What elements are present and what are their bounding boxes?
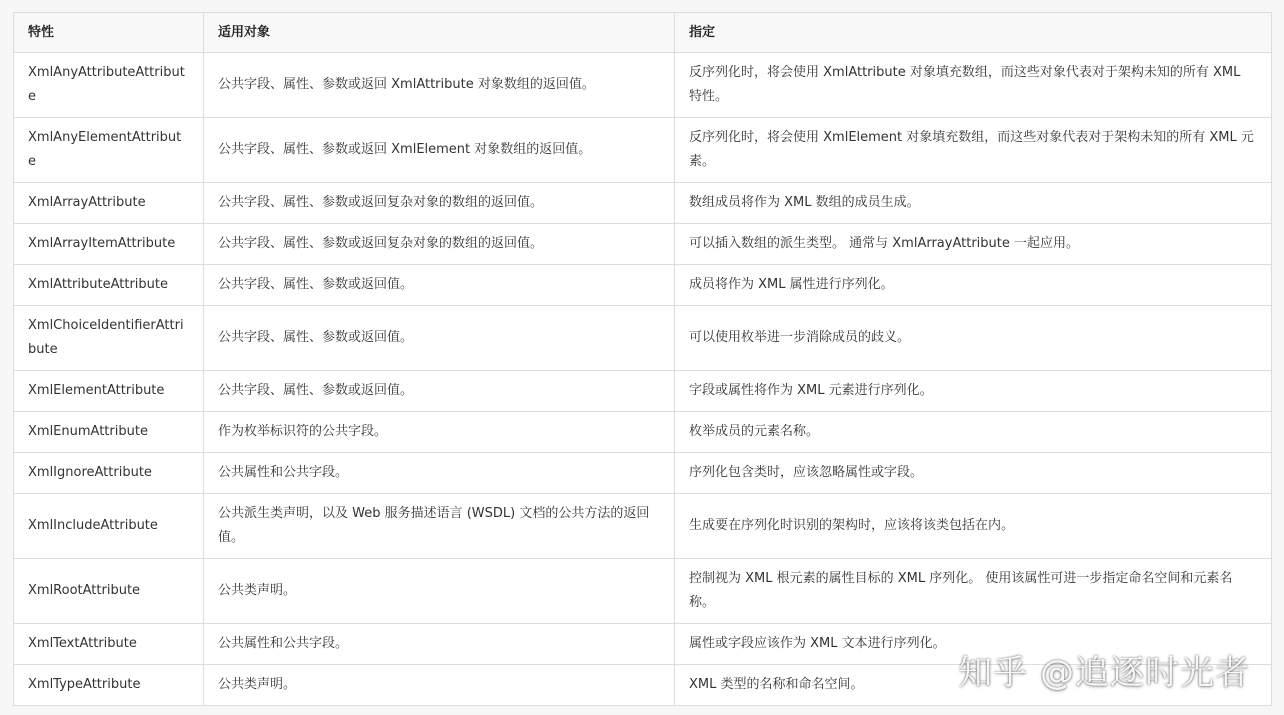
cell-attribute-name: XmlChoiceIdentifierAttribute (14, 306, 204, 371)
table-row (14, 371, 1272, 412)
cell-attribute-name: XmlTypeAttribute (14, 665, 204, 706)
cell-specifies: 反序列化时，将会使用 XmlElement 对象填充数组，而这些对象代表对于架构未知的所有 XML 元素。 (675, 118, 1272, 183)
cell-applies-to: 公共属性和公共字段。 (204, 624, 675, 665)
cell-applies-to: 公共字段、属性、参数或返回值。 (204, 306, 675, 371)
cell-specifies: 反序列化时，将会使用 XmlAttribute 对象填充数组，而这些对象代表对于架构未知的所有 XML 特性。 (675, 53, 1272, 118)
cell-attribute-name: XmlArrayItemAttribute (14, 224, 204, 265)
cell-applies-to: 公共属性和公共字段。 (204, 453, 675, 494)
cell-attribute-name: XmlElementAttribute (14, 371, 204, 412)
cell-specifies: 序列化包含类时，应该忽略属性或字段。 (675, 453, 1272, 494)
table-row (14, 412, 1272, 453)
cell-specifies: XML 类型的名称和命名空间。 (675, 665, 1272, 706)
cell-attribute-name: XmlAnyElementAttribute (14, 118, 204, 183)
cell-specifies: 成员将作为 XML 属性进行序列化。 (675, 265, 1272, 306)
cell-applies-to: 公共字段、属性、参数或返回复杂对象的数组的返回值。 (204, 224, 675, 265)
header-applies-to: 适用对象 (204, 13, 675, 53)
cell-attribute-name: XmlEnumAttribute (14, 412, 204, 453)
cell-specifies: 控制视为 XML 根元素的属性目标的 XML 序列化。 使用该属性可进一步指定命名空间和元素名称。 (675, 559, 1272, 624)
cell-attribute-name: XmlAnyAttributeAttribute (14, 53, 204, 118)
table-row (14, 265, 1272, 306)
cell-applies-to: 作为枚举标识符的公共字段。 (204, 412, 675, 453)
cell-specifies: 可以使用枚举进一步消除成员的歧义。 (675, 306, 1272, 371)
table-header-row (14, 13, 1272, 53)
cell-applies-to: 公共字段、属性、参数或返回 XmlAttribute 对象数组的返回值。 (204, 53, 675, 118)
cell-attribute-name: XmlArrayAttribute (14, 183, 204, 224)
cell-specifies: 枚举成员的元素名称。 (675, 412, 1272, 453)
xml-attributes-table (13, 12, 1272, 706)
header-specifies: 指定 (675, 13, 1272, 53)
cell-applies-to: 公共派生类声明，以及 Web 服务描述语言 (WSDL) 文档的公共方法的返回值。 (204, 494, 675, 559)
header-feature: 特性 (14, 13, 204, 53)
cell-applies-to: 公共字段、属性、参数或返回值。 (204, 371, 675, 412)
cell-applies-to: 公共类声明。 (204, 559, 675, 624)
table-row (14, 559, 1272, 624)
cell-specifies: 数组成员将作为 XML 数组的成员生成。 (675, 183, 1272, 224)
cell-attribute-name: XmlRootAttribute (14, 559, 204, 624)
cell-attribute-name: XmlTextAttribute (14, 624, 204, 665)
table-row (14, 306, 1272, 371)
table-row (14, 53, 1272, 118)
cell-specifies: 可以插入数组的派生类型。 通常与 XmlArrayAttribute 一起应用。 (675, 224, 1272, 265)
table-row (14, 183, 1272, 224)
table-row (14, 453, 1272, 494)
table-row (14, 224, 1272, 265)
table-row (14, 494, 1272, 559)
cell-applies-to: 公共字段、属性、参数或返回 XmlElement 对象数组的返回值。 (204, 118, 675, 183)
cell-specifies: 属性或字段应该作为 XML 文本进行序列化。 (675, 624, 1272, 665)
cell-attribute-name: XmlIncludeAttribute (14, 494, 204, 559)
cell-attribute-name: XmlAttributeAttribute (14, 265, 204, 306)
cell-specifies: 生成要在序列化时识别的架构时，应该将该类包括在内。 (675, 494, 1272, 559)
cell-specifies: 字段或属性将作为 XML 元素进行序列化。 (675, 371, 1272, 412)
cell-applies-to: 公共类声明。 (204, 665, 675, 706)
cell-applies-to: 公共字段、属性、参数或返回复杂对象的数组的返回值。 (204, 183, 675, 224)
watermark: 知乎 @追逐时光者 (958, 653, 1250, 693)
cell-attribute-name: XmlIgnoreAttribute (14, 453, 204, 494)
cell-applies-to: 公共字段、属性、参数或返回值。 (204, 265, 675, 306)
table-row (14, 118, 1272, 183)
